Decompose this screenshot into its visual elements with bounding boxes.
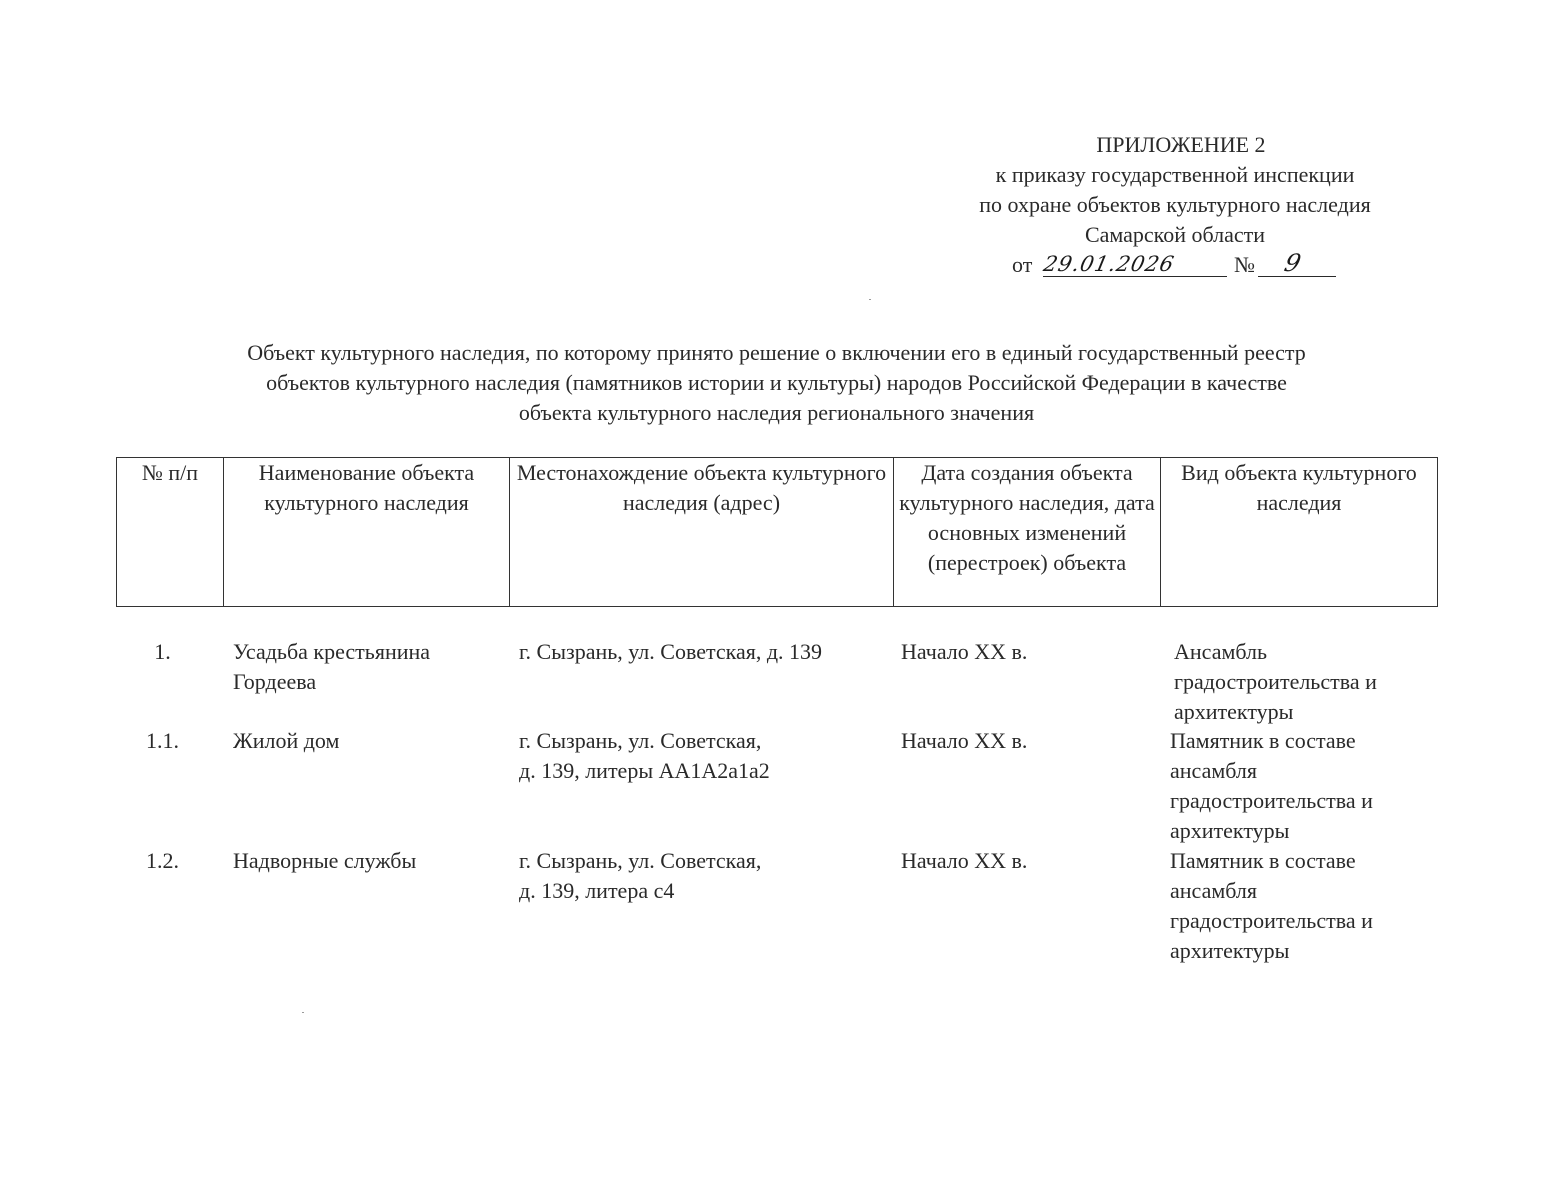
table-row — [116, 726, 1437, 846]
document-heading — [60, 338, 1493, 428]
object-address — [509, 726, 892, 786]
object-name: Надворные службы — [233, 848, 417, 873]
appendix-title: ПРИЛОЖЕНИЕ 2 — [1096, 132, 1266, 157]
column-header-name: Наименование объекта культурного наследия — [224, 458, 510, 607]
table-header — [116, 457, 1438, 607]
row-number: 1.2. — [146, 848, 179, 873]
object-address — [509, 846, 892, 906]
scan-speck — [869, 299, 871, 300]
from-label: от — [1012, 252, 1033, 277]
number-label: № — [1234, 252, 1255, 277]
object-date: Начало XX в. — [901, 848, 1028, 873]
object-name: Жилой дом — [233, 728, 340, 753]
address-line: г. Сызрань, ул. Советская, — [519, 848, 762, 873]
address-line: д. 139, литера с4 — [519, 878, 675, 903]
column-header-date: Дата создания объекта культурного наследия, дата основных изменений (перестроек) объекта — [894, 458, 1161, 607]
object-date: Начало XX в. — [901, 728, 1028, 753]
appendix-block — [930, 130, 1420, 280]
order-date-number-line — [930, 250, 1420, 280]
column-header-address: Местонахождение объекта культурного наследия (адрес) — [510, 458, 894, 607]
heading-line-3: объекта культурного наследия регионального значения — [518, 400, 1035, 425]
address-line: г. Сызрань, ул. Советская, д. 139 — [519, 639, 823, 664]
object-address — [509, 637, 892, 667]
address-line: д. 139, литеры АА1А2а1а2 — [519, 758, 770, 783]
object-name: Усадьба крестьянина Гордеева — [233, 639, 431, 694]
appendix-line-1: к приказу государственной инспекции — [995, 162, 1355, 187]
heading-line-2: объектов культурного наследия (памятников истории и культуры) народов Российской Федерации в качестве — [266, 370, 1287, 395]
handwritten-number: 9 — [1281, 249, 1304, 277]
row-number: 1.1. — [146, 728, 179, 753]
date-underline — [1043, 276, 1227, 277]
appendix-line-2: по охране объектов культурного наследия — [979, 192, 1371, 217]
table-row — [116, 637, 1437, 726]
handwritten-date: 29.01.2026 — [1041, 252, 1177, 276]
heading-line-1: Объект культурного наследия, по которому принято решение о включении его в единый государственный реестр — [247, 340, 1306, 365]
column-header-number: № п/п — [117, 458, 224, 607]
address-line: г. Сызрань, ул. Советская, — [519, 728, 762, 753]
row-number: 1. — [154, 639, 171, 664]
object-type: Ансамбль градостроительства и архитектуры — [1174, 639, 1377, 724]
number-underline — [1258, 276, 1336, 277]
object-type: Памятник в составе ансамбля градостроительства и архитектуры — [1170, 728, 1373, 843]
table-row — [116, 846, 1437, 966]
table-body — [116, 637, 1437, 966]
object-date: Начало XX в. — [901, 639, 1028, 664]
object-type: Памятник в составе ансамбля градостроительства и архитектуры — [1170, 848, 1373, 963]
column-header-type: Вид объекта культурного наследия — [1161, 458, 1438, 607]
appendix-line-3: Самарской области — [1084, 222, 1266, 247]
scan-speck — [302, 1012, 304, 1013]
